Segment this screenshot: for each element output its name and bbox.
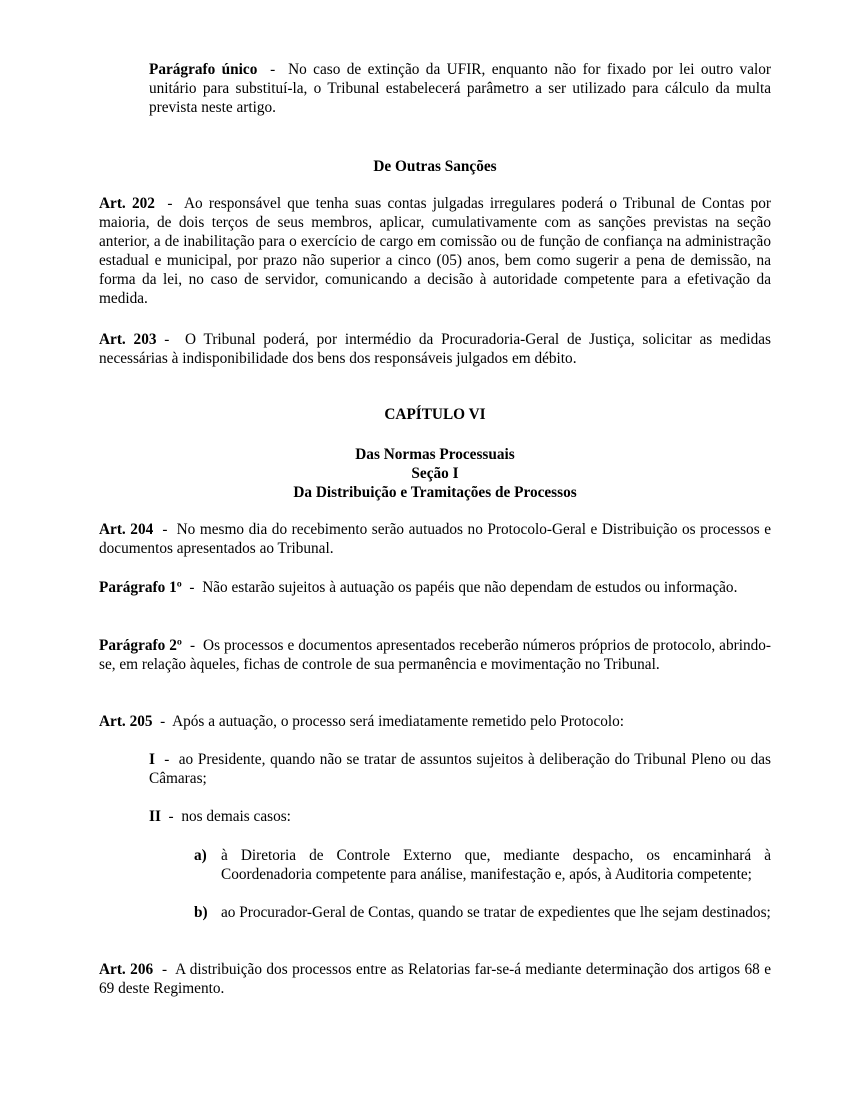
chapter-subtitle: Das Normas Processuais (355, 446, 515, 463)
separator: - (154, 751, 179, 768)
paragrafo-unico (149, 60, 771, 117)
separator: - (154, 195, 184, 212)
separator: - (181, 637, 204, 654)
article-204 (99, 520, 771, 558)
section-title: Seção I (411, 465, 459, 482)
separator: - (152, 713, 173, 730)
paragraph-text: No caso de extinção da UFIR, enquanto não for fixado por lei outro valor unitário para substituí-la, o Tribunal estabelecerá parâmetro a ser utilizado para cálculo da multa prevista neste artigo. (149, 61, 771, 116)
article-label: Art. 205 (99, 713, 153, 730)
item-text: ao Presidente, quando não se tratar de assuntos sujeitos à deliberação do Tribunal Pleno ou das Câmaras; (149, 751, 771, 787)
list-marker: a) (194, 847, 207, 864)
separator: - (156, 331, 185, 348)
paragraph-label: Parágrafo 2º (99, 637, 182, 654)
item-label: I (149, 751, 155, 768)
article-205-item-ii (149, 807, 771, 826)
separator: - (257, 61, 289, 78)
article-204-paragraph-1 (99, 578, 771, 597)
separator: - (153, 521, 177, 538)
article-text: A distribuição dos processos entre as Relatorias far-se-á mediante determinação dos artigos 68 e 69 deste Regimento. (99, 961, 772, 997)
heading-outras-sancoes: De Outras Sanções (373, 158, 497, 175)
list-item-text: ao Procurador-Geral de Contas, quando se tratar de expedientes que lhe sejam destinados; (221, 904, 771, 921)
separator: - (181, 579, 203, 596)
article-label: Art. 206 (99, 961, 154, 978)
paragraph-text: Não estarão sujeitos à autuação os papéis que não dependam de estudos ou informação. (202, 579, 738, 596)
article-203 (99, 330, 771, 368)
item-label: II (149, 808, 161, 825)
article-205-subitem-a (194, 846, 771, 884)
section-subtitle: Da Distribuição e Tramitações de Processos (293, 484, 577, 501)
article-202 (99, 194, 771, 308)
separator: - (153, 961, 176, 978)
paragraph-label: Parágrafo único (149, 61, 258, 78)
article-text: Ao responsável que tenha suas contas julgadas irregulares poderá o Tribunal de Contas por maioria, de dois terços de seus membros, aplicar, cumulativamente com as sanções previstas na seção anterior, a de inabilitação para o exercício de cargo em comissão ou de função de confiança na administração estadual e municipal, por prazo não superior a cinco (05) anos, bem como sugerir a pena de demissão, na forma da lei, no caso de servidor, comunicando a decisão à autoridade competente para a efetivação da medida. (99, 195, 771, 307)
article-label: Art. 204 (99, 521, 154, 538)
article-label: Art. 202 (99, 195, 155, 212)
paragraph-label: Parágrafo 1º (99, 579, 182, 596)
article-205-item-i (149, 750, 771, 788)
article-206 (99, 960, 771, 998)
article-text: No mesmo dia do recebimento serão autuados no Protocolo-Geral e Distribuição os processos e documentos apresentados ao Tribunal. (99, 521, 771, 557)
chapter-title: CAPÍTULO VI (384, 406, 486, 423)
list-marker: b) (194, 904, 208, 921)
paragraph-text: Os processos e documentos apresentados receberão números próprios de protocolo, abrindo-se, em relação àqueles, fichas de controle de sua permanência e movimentação no Tribunal. (99, 637, 771, 673)
article-205 (99, 712, 771, 731)
article-text: O Tribunal poderá, por intermédio da Procuradoria-Geral de Justiça, solicitar as medidas necessárias à indisponibilidade dos bens dos responsáveis julgados em débito. (99, 331, 771, 367)
separator: - (160, 808, 182, 825)
article-text: Após a autuação, o processo será imediatamente remetido pelo Protocolo: (172, 713, 625, 730)
article-label: Art. 203 (99, 331, 157, 348)
article-205-subitem-b (194, 903, 771, 922)
item-text: nos demais casos: (181, 808, 291, 825)
article-204-paragraph-2 (99, 636, 771, 674)
list-item-text: à Diretoria de Controle Externo que, mediante despacho, os encaminhará à Coordenadoria competente para análise, manifestação e, após, à Auditoria competente; (221, 847, 771, 883)
